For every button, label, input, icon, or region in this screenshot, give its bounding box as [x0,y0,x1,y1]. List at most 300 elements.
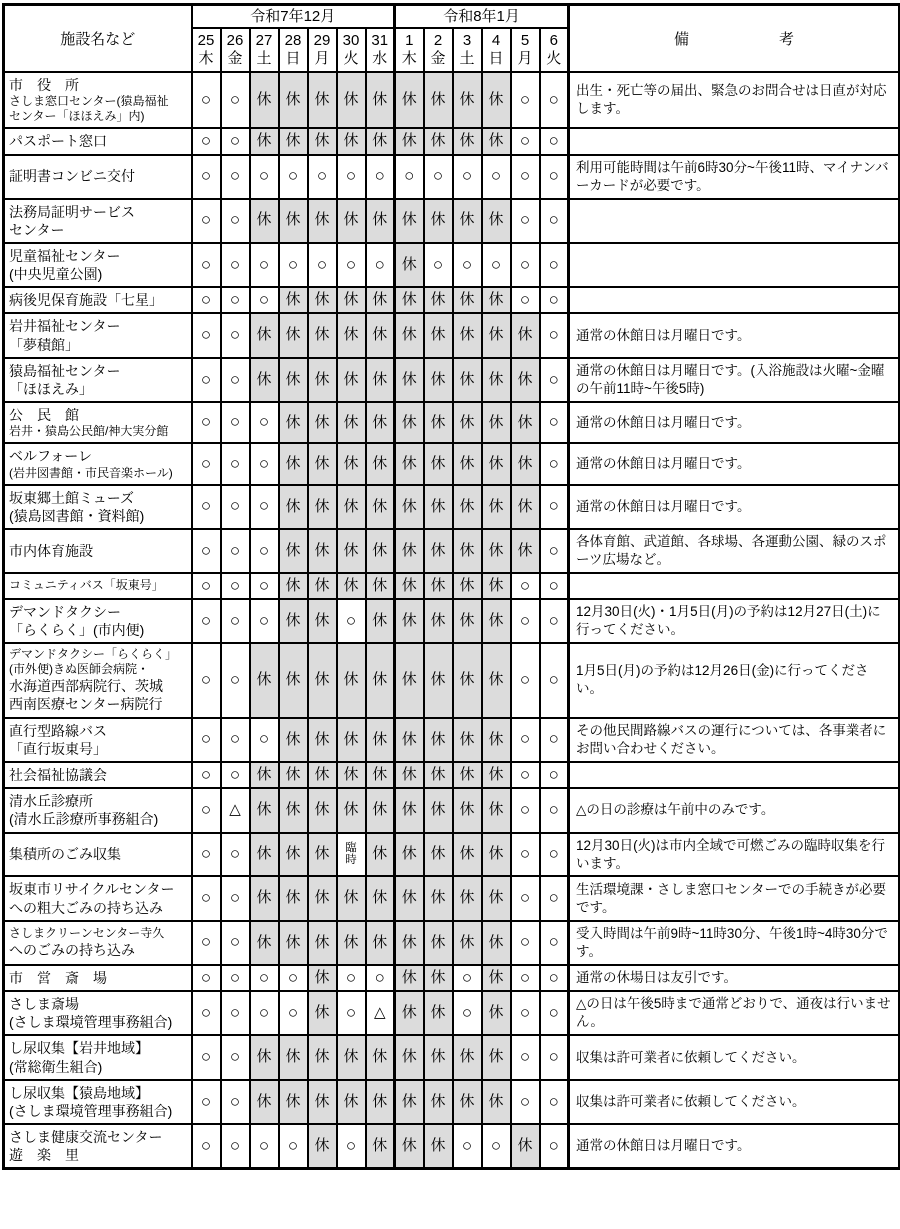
open-cell: ○ [453,1124,482,1169]
closed-cell: 休 [395,128,424,154]
closed-cell: 休 [453,1035,482,1079]
closed-cell: 休 [337,762,366,788]
facility-name-cell [4,1080,192,1124]
closed-cell: 休 [279,643,308,717]
closed-cell: 休 [366,1124,395,1169]
open-cell: ○ [192,529,221,573]
closed-cell: 休 [395,72,424,128]
closed-cell: 休 [453,788,482,832]
open-cell: ○ [221,1035,250,1079]
open-cell: ○ [540,443,569,484]
facility-name-cell [4,788,192,832]
open-cell: ○ [540,1080,569,1124]
open-cell: ○ [250,991,279,1035]
open-cell: ○ [366,243,395,287]
special-collection-cell [337,833,366,877]
facility-name-cell [4,762,192,788]
facility-name-line: (常総衛生組合) [9,1058,103,1075]
closed-cell: 休 [366,833,395,877]
closed-cell: 休 [482,788,511,832]
closed-cell: 休 [424,788,453,832]
closed-cell: 休 [453,921,482,965]
open-cell: ○ [540,921,569,965]
table-row [4,718,900,762]
closed-cell: 休 [279,1035,308,1079]
closed-cell: 休 [366,128,395,154]
closed-cell: 休 [453,529,482,573]
remark-cell: 12月30日(火)は市内全域で可燃ごみの臨時収集を行います。 [569,833,900,877]
remark-cell: 通常の休館日は月曜日です。 [569,1124,900,1169]
closed-cell: 休 [250,128,279,154]
open-cell: ○ [511,1035,540,1079]
facility-name-cell [4,1124,192,1169]
closed-cell: 休 [279,128,308,154]
date-col-header-6火: 6 火 [540,28,569,72]
table-row [4,358,900,402]
facility-name-line: 「夢積館」 [9,336,79,353]
closed-cell: 休 [395,443,424,484]
table-row [4,128,900,154]
closed-cell: 休 [337,287,366,313]
closed-cell: 休 [308,402,337,443]
closed-cell: 休 [424,1035,453,1079]
open-cell: ○ [540,718,569,762]
facility-name-line: さしまクリーンセンター寺久 [9,926,165,941]
closed-cell: 休 [250,921,279,965]
remark-cell: 通常の休館日は月曜日です。 [569,443,900,484]
open-cell: ○ [308,155,337,199]
table-row [4,762,900,788]
remark-cell: 各体育館、武道館、各球場、各運動公園、緑のスポーツ広場など。 [569,529,900,573]
closed-cell: 休 [250,788,279,832]
closed-cell: 休 [453,599,482,643]
closed-cell: 休 [482,762,511,788]
table-row [4,243,900,287]
closed-cell: 休 [308,833,337,877]
closed-cell: 休 [395,991,424,1035]
closed-cell: 休 [424,965,453,991]
open-cell: ○ [337,155,366,199]
open-cell: ○ [221,199,250,243]
closed-cell: 休 [279,287,308,313]
schedule-table-body [4,72,900,1169]
open-cell: ○ [192,72,221,128]
date-col-header-25木: 25 木 [192,28,221,72]
open-cell: ○ [511,155,540,199]
closed-cell: 休 [395,287,424,313]
facility-name-cell [4,599,192,643]
open-cell: ○ [221,72,250,128]
closed-cell: 休 [511,1124,540,1169]
open-cell: ○ [250,573,279,599]
closed-cell: 休 [337,313,366,357]
table-row [4,155,900,199]
closed-cell: 休 [511,313,540,357]
closed-cell: 休 [395,833,424,877]
closed-cell: 休 [453,876,482,920]
closed-cell: 休 [453,287,482,313]
table-row [4,199,900,243]
remark-cell [569,287,900,313]
open-cell: ○ [540,358,569,402]
facility-name-cell [4,991,192,1035]
open-cell: ○ [221,287,250,313]
closed-cell: 休 [337,876,366,920]
remark-cell: △の日は午後5時まで通常どおりで、通夜は行いません。 [569,991,900,1035]
open-cell: ○ [192,991,221,1035]
closed-cell: 休 [366,529,395,573]
open-cell: ○ [511,921,540,965]
facility-name-cell [4,485,192,529]
open-cell: ○ [192,788,221,832]
open-cell: ○ [511,876,540,920]
open-cell: ○ [511,573,540,599]
open-cell: ○ [192,243,221,287]
facility-name-cell [4,199,192,243]
closed-cell: 休 [424,529,453,573]
open-cell: ○ [540,72,569,128]
table-row [4,921,900,965]
open-cell: ○ [192,921,221,965]
table-row [4,1124,900,1169]
open-cell: ○ [540,128,569,154]
remark-cell: 通常の休館日は月曜日です。(入浴施設は火曜~金曜の午前11時~午後5時) [569,358,900,402]
closed-cell: 休 [337,199,366,243]
open-cell: ○ [424,155,453,199]
facility-name-cell [4,402,192,443]
facility-name-line: 坂東市リサイクルセンター [9,881,175,898]
facility-name-line: デマンドタクシー「らくらく」 [9,647,178,662]
remark-cell: その他民間路線バスの運行については、各事業者にお問い合わせください。 [569,718,900,762]
facility-name-line: 市 営 斎 場 [9,969,107,986]
closed-cell: 休 [308,358,337,402]
open-cell: ○ [192,128,221,154]
open-cell: ○ [192,358,221,402]
closed-cell: 休 [482,643,511,717]
remark-cell: △の日の診療は午前中のみです。 [569,788,900,832]
table-row [4,788,900,832]
open-cell: ○ [511,199,540,243]
closed-cell: 休 [395,965,424,991]
remark-cell: 収集は許可業者に依頼してください。 [569,1080,900,1124]
closed-cell: 休 [250,313,279,357]
closed-cell: 休 [395,243,424,287]
closed-cell: 休 [482,1035,511,1079]
date-col-header-30火: 30 火 [337,28,366,72]
closed-cell: 休 [279,876,308,920]
closed-cell: 休 [337,128,366,154]
open-cell: ○ [511,72,540,128]
date-col-header-31水: 31 水 [366,28,395,72]
open-cell: ○ [221,643,250,717]
closed-cell: 休 [366,443,395,484]
remark-cell: 生活環境課・さしま窓口センターでの手続きが必要です。 [569,876,900,920]
closed-cell: 休 [250,1035,279,1079]
closed-cell: 休 [250,643,279,717]
closed-cell: 休 [279,199,308,243]
closed-cell: 休 [337,718,366,762]
open-cell: ○ [250,1124,279,1169]
facility-name-line: 「直行坂東号」 [9,740,107,757]
open-cell: ○ [540,762,569,788]
facility-name-line: (さしま環境管理事務組合) [9,1102,173,1119]
closed-cell: 休 [279,72,308,128]
open-cell: ○ [221,443,250,484]
remark-cell [569,199,900,243]
open-cell: ○ [511,788,540,832]
open-cell: ○ [192,965,221,991]
closed-cell: 休 [366,402,395,443]
facility-name-line: 証明書コンビニ交付 [9,168,135,185]
open-cell: ○ [250,965,279,991]
facility-name-cell [4,287,192,313]
remark-cell: 1月5日(月)の予約は12月26日(金)に行ってください。 [569,643,900,717]
open-cell: ○ [279,991,308,1035]
closed-cell: 休 [250,762,279,788]
closed-cell: 休 [424,643,453,717]
open-cell: ○ [221,573,250,599]
closed-cell: 休 [395,1080,424,1124]
closed-cell: 休 [308,762,337,788]
facility-name-cell [4,128,192,154]
month-group-december: 令和7年12月 [192,5,395,29]
closed-cell: 休 [424,313,453,357]
open-cell: ○ [511,1080,540,1124]
open-cell: ○ [192,762,221,788]
open-cell: ○ [221,599,250,643]
closed-cell: 休 [366,643,395,717]
facility-name-cell [4,72,192,128]
open-cell: ○ [279,1124,308,1169]
facility-name-line: し尿収集【岩井地域】 [9,1040,149,1057]
closed-cell: 休 [337,921,366,965]
closed-cell: 休 [366,1080,395,1124]
closed-cell: 休 [250,1080,279,1124]
table-row [4,599,900,643]
remark-cell: 収集は許可業者に依頼してください。 [569,1035,900,1079]
facility-name-cell [4,921,192,965]
closed-cell: 休 [308,788,337,832]
open-cell: ○ [540,243,569,287]
open-cell: ○ [540,643,569,717]
table-row [4,643,900,717]
open-cell: ○ [511,965,540,991]
closed-cell: 休 [308,72,337,128]
open-cell: ○ [221,402,250,443]
closed-cell: 休 [482,573,511,599]
remark-cell: 利用可能時間は午前6時30分~午後11時、マイナンバーカードが必要です。 [569,155,900,199]
remark-cell: 通常の休場日は友引です。 [569,965,900,991]
closed-cell: 休 [482,876,511,920]
open-cell: ○ [221,529,250,573]
open-cell: ○ [540,573,569,599]
closed-cell: 休 [337,443,366,484]
facility-name-line: 遊 楽 里 [9,1147,79,1164]
closed-cell: 休 [424,573,453,599]
facility-name-cell [4,876,192,920]
closed-cell: 休 [482,313,511,357]
table-row [4,72,900,128]
open-cell: ○ [511,718,540,762]
open-cell: ○ [192,1035,221,1079]
table-row [4,1080,900,1124]
closed-cell: 休 [308,921,337,965]
open-cell: ○ [453,243,482,287]
closed-cell: 休 [453,485,482,529]
closed-cell: 休 [308,529,337,573]
table-row [4,833,900,877]
closed-cell: 休 [424,128,453,154]
remarks-column-header: 備 考 [569,5,900,73]
open-cell: ○ [453,991,482,1035]
open-cell: ○ [482,243,511,287]
closed-cell: 休 [453,833,482,877]
closed-cell: 休 [395,921,424,965]
closed-cell: 休 [395,313,424,357]
closed-cell: 休 [337,573,366,599]
remark-cell [569,243,900,287]
date-col-header-5月: 5 月 [511,28,540,72]
closed-cell: 休 [337,485,366,529]
facility-name-cell [4,243,192,287]
open-cell: ○ [221,155,250,199]
closed-cell: 休 [424,72,453,128]
closed-cell: 休 [482,833,511,877]
holiday-schedule-table [2,3,900,1170]
open-cell: ○ [192,643,221,717]
closed-cell: 休 [482,443,511,484]
open-cell: ○ [250,402,279,443]
closed-cell: 休 [482,529,511,573]
closed-cell: 休 [395,762,424,788]
closed-cell: 休 [308,965,337,991]
closed-cell: 休 [308,313,337,357]
closed-cell: 休 [308,199,337,243]
facility-name-cell [4,155,192,199]
closed-cell: 休 [366,485,395,529]
limited-service-cell: △ [366,991,395,1035]
closed-cell: 休 [337,529,366,573]
table-row [4,876,900,920]
open-cell: ○ [221,485,250,529]
facility-name-line: への粗大ごみの持ち込み [9,899,163,916]
closed-cell: 休 [366,599,395,643]
remark-cell: 通常の休館日は月曜日です。 [569,485,900,529]
open-cell: ○ [250,443,279,484]
closed-cell: 休 [366,876,395,920]
closed-cell: 休 [308,1035,337,1079]
closed-cell: 休 [250,833,279,877]
open-cell: ○ [192,833,221,877]
facility-name-cell [4,1035,192,1079]
date-col-header-4日: 4 日 [482,28,511,72]
date-col-header-1木: 1 木 [395,28,424,72]
closed-cell: 休 [395,1124,424,1169]
open-cell: ○ [192,155,221,199]
open-cell: ○ [192,313,221,357]
closed-cell: 休 [482,287,511,313]
facility-name-line: 公 民 館 [9,407,79,424]
closed-cell: 休 [424,762,453,788]
open-cell: ○ [482,1124,511,1169]
closed-cell: 休 [337,72,366,128]
closed-cell: 休 [424,991,453,1035]
closed-cell: 休 [511,358,540,402]
closed-cell: 休 [482,718,511,762]
facility-name-line: 集積所のごみ収集 [9,846,121,863]
open-cell: ○ [192,402,221,443]
closed-cell: 休 [482,921,511,965]
open-cell: ○ [337,991,366,1035]
table-row [4,313,900,357]
open-cell: ○ [221,358,250,402]
closed-cell: 休 [453,643,482,717]
closed-cell: 休 [337,402,366,443]
closed-cell: 休 [279,358,308,402]
open-cell: ○ [511,762,540,788]
closed-cell: 休 [308,599,337,643]
open-cell: ○ [221,313,250,357]
open-cell: ○ [366,965,395,991]
closed-cell: 休 [453,72,482,128]
open-cell: ○ [279,243,308,287]
closed-cell: 休 [482,128,511,154]
facility-name-line: パスポート窓口 [9,133,107,150]
closed-cell: 休 [453,1080,482,1124]
closed-cell: 休 [337,788,366,832]
closed-cell: 休 [308,1080,337,1124]
closed-cell: 休 [395,876,424,920]
facility-name-line: 猿島福祉センター [9,362,121,379]
table-row [4,991,900,1035]
open-cell: ○ [250,718,279,762]
closed-cell: 休 [453,128,482,154]
facility-name-line: さしま斎場 [9,995,79,1012]
open-cell: ○ [192,573,221,599]
open-cell: ○ [540,876,569,920]
closed-cell: 休 [511,402,540,443]
date-col-header-26金: 26 金 [221,28,250,72]
table-row [4,529,900,573]
table-row [4,965,900,991]
closed-cell: 休 [482,1080,511,1124]
open-cell: ○ [540,313,569,357]
facility-name-line: 清水丘診療所 [9,793,93,810]
closed-cell: 休 [337,1080,366,1124]
closed-cell: 休 [424,443,453,484]
closed-cell: 休 [250,199,279,243]
closed-cell: 休 [366,72,395,128]
closed-cell: 休 [308,485,337,529]
table-row [4,573,900,599]
open-cell: ○ [221,1124,250,1169]
open-cell: ○ [221,965,250,991]
closed-cell: 休 [366,313,395,357]
closed-cell: 休 [366,1035,395,1079]
open-cell: ○ [511,243,540,287]
closed-cell: 休 [308,718,337,762]
closed-cell: 休 [424,921,453,965]
closed-cell: 休 [279,485,308,529]
open-cell: ○ [221,921,250,965]
closed-cell: 休 [482,991,511,1035]
open-cell: ○ [221,1080,250,1124]
closed-cell: 休 [482,199,511,243]
closed-cell: 休 [453,573,482,599]
facility-name-line: コミュニティバス「坂東号」 [9,578,164,593]
closed-cell: 休 [424,402,453,443]
open-cell: ○ [453,155,482,199]
